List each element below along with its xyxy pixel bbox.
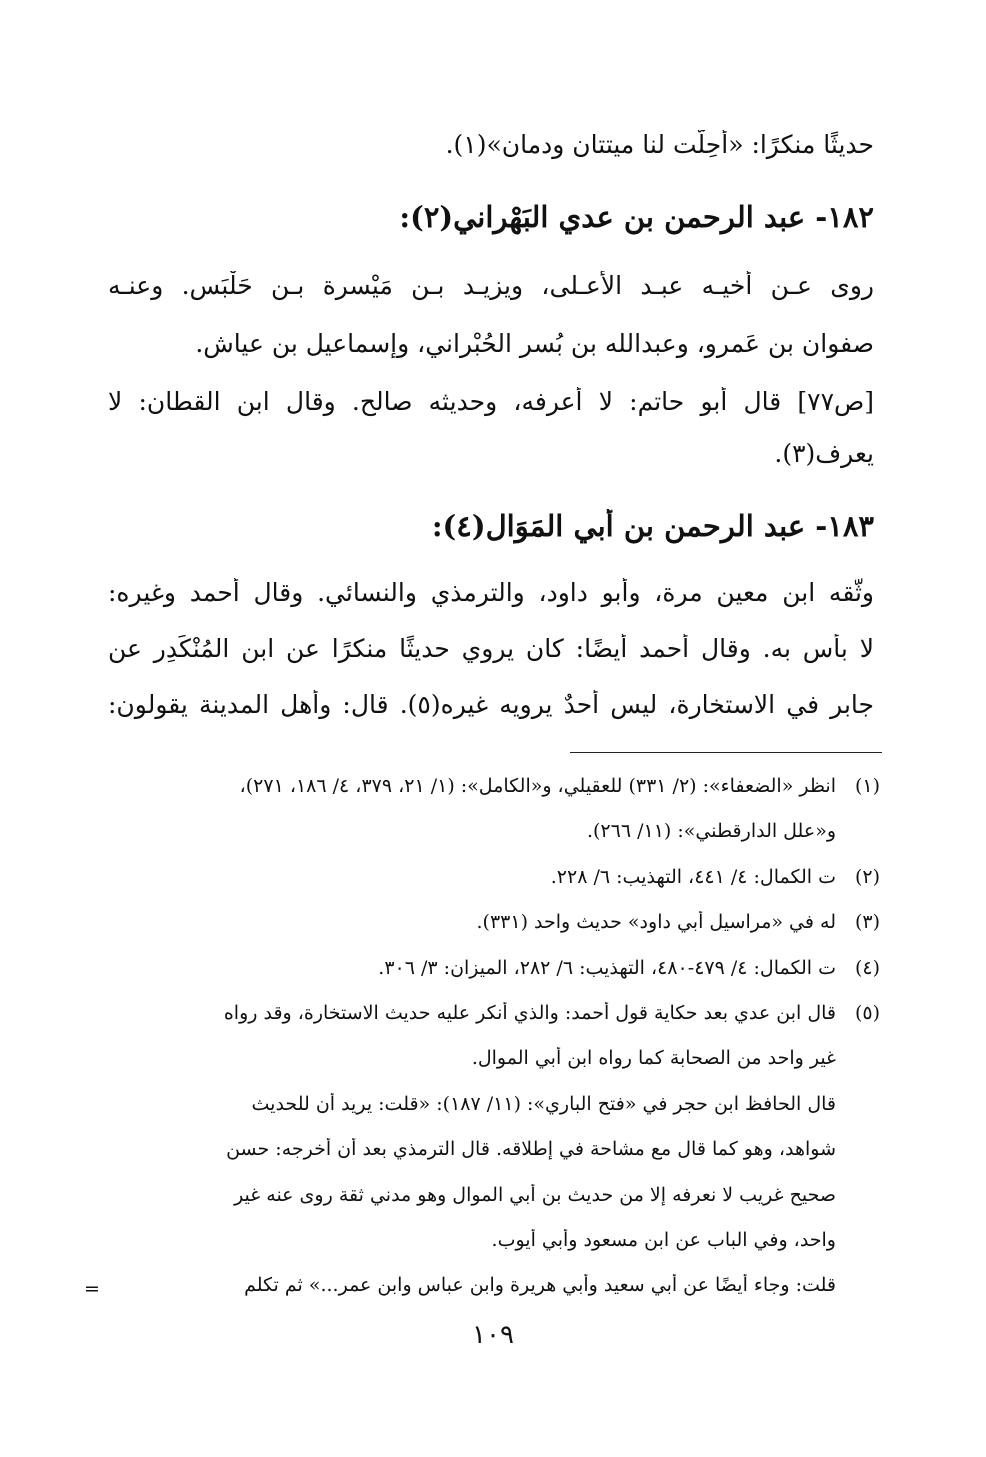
footnote-divider xyxy=(570,752,882,753)
body-line: جابر في الاستخارة، ليس أحدٌ يرويه غيره(٥). قال: وأهل المدينة يقولون: xyxy=(108,690,874,719)
footnote-text: و«علل الدارقطني»: (١١/ ٢٦٦). xyxy=(586,820,836,842)
footnote-number: (١) xyxy=(854,775,880,797)
footnote-number: (٤) xyxy=(854,957,880,979)
body-line: حديثًا منكرًا: «أُحِلّت لنا ميتتان ودمان»(١). xyxy=(445,130,874,159)
footnote-text: ت الكمال: ٤/ ٤٤١، التهذيب: ٦/ ٢٢٨. xyxy=(550,866,836,888)
body-line: وثّقه ابن معين مرة، وأبو داود، والترمذي والنسائي. وقال أحمد وغيره: xyxy=(108,578,874,607)
footnote-text: غير واحد من الصحابة كما رواه ابن أبي الموال. xyxy=(471,1047,836,1069)
footnote-5 xyxy=(108,1002,880,1026)
footnote-text: شواهد، وهو كما قال مع مشاحة في إطلاقه. قال الترمذي بعد أن أخرجه: حسن xyxy=(226,1138,836,1160)
footnote-3 xyxy=(108,911,880,935)
footnote-text: ت الكمال: ٤/ ٤٧٩-٤٨٠، التهذيب: ٦/ ٢٨٢، الميزان: ٣/ ٣٠٦. xyxy=(378,957,836,979)
body-line: يعرف(٣). xyxy=(774,439,874,468)
body-line: صفوان بن عَمرو، وعبدالله بن بُسر الحُبْراني، وإسماعيل بن عياش. xyxy=(195,329,874,358)
continuation-mark: = xyxy=(84,1278,100,1300)
footnote-text: قال ابن عدي بعد حكاية قول أحمد: والذي أُنكر عليه حديث الاستخارة، وقد رواه xyxy=(223,1002,836,1024)
footnote-number: (٢) xyxy=(854,866,880,888)
footnote-text: صحيح غريب لا نعرفه إلا من حديث بن أبي الموال وهو مدني ثقة روى عنه غير xyxy=(234,1184,836,1206)
footnote-text: انظر «الضعفاء»: (٢/ ٣٣١) للعقيلي، و«الكامل»: (١/ ٢١، ٣٧٩، ٤/ ١٨٦، ٢٧١)، xyxy=(239,775,836,797)
page-number: ١٠٩ xyxy=(472,1320,514,1350)
footnote-number: (٥) xyxy=(854,1002,880,1024)
footnote-2 xyxy=(108,866,880,890)
footnote-1 xyxy=(108,775,880,799)
footnote-4 xyxy=(108,957,880,981)
footnote-text: له في «مراسيل أبي داود» حديث واحد (٣٣١). xyxy=(476,911,836,933)
entry-heading-183: ١٨٣- عبد الرحمن بن أبي المَوَال(٤): xyxy=(431,509,874,543)
body-line: لا بأس به. وقال أحمد أيضًا: كان يروي حديثًا منكرًا عن ابن المُنْكَدِر عن xyxy=(108,634,874,663)
entry-heading-182: ١٨٢- عبد الرحمن بن عدي البَهْراني(٢): xyxy=(399,200,874,234)
footnote-text: قلت: وجاء أيضًا عن أبي سعيد وأبي هريرة وابن عباس وابن عمر...» ثم تكلم xyxy=(244,1274,836,1296)
footnote-number: (٣) xyxy=(854,911,880,933)
footnote-text: واحد، وفي الباب عن ابن مسعود وأبي أيوب. xyxy=(491,1229,836,1251)
body-line: [ص٧٧] قال أبو حاتم: لا أعرفه، وحديثه صالح. وقال ابن القطان: لا xyxy=(108,387,874,416)
body-line: روى عـن أخيـه عبـد الأعـلى، ويزيـد بـن مَيْسرة بـن حَلْبَس. وعنـه xyxy=(108,271,874,300)
footnote-text: قال الحافظ ابن حجر في «فتح الباري»: (١١/ ١٨٧): «قلت: يريد أن للحديث xyxy=(251,1093,836,1115)
